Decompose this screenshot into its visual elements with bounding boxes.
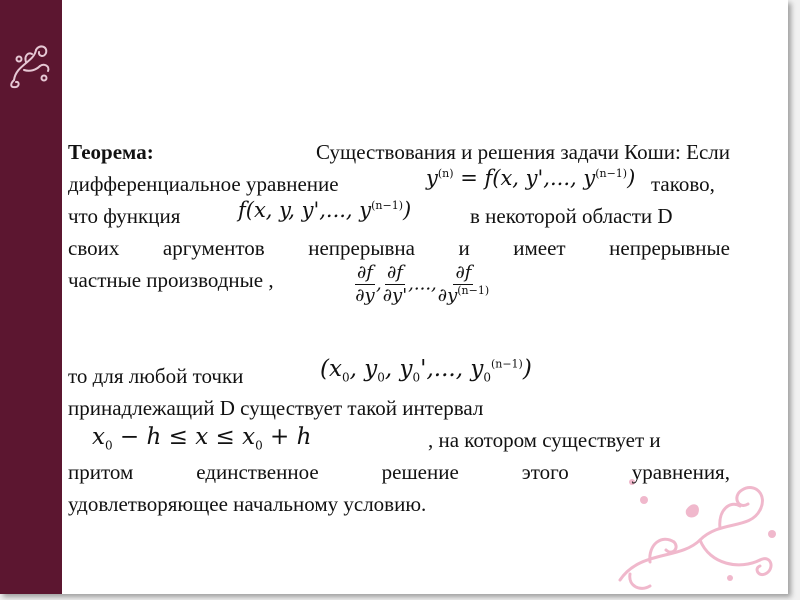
theorem-line-1 xyxy=(68,138,730,166)
theorem-line-1-rest: Существования и решения задачи Коши: Если xyxy=(316,140,730,164)
word: своих xyxy=(68,236,120,260)
theorem-line-3a: что функция xyxy=(68,204,181,228)
theorem-label: Теорема: xyxy=(68,140,154,164)
word: и xyxy=(458,236,470,260)
word: единственное xyxy=(196,460,319,484)
theorem-line-3b: в некоторой области D xyxy=(470,204,673,228)
word: этого xyxy=(521,460,569,484)
ode-formula: $y^{(n)} = f(x$, y',..., $y^{(n-1)}$) xyxy=(426,166,636,190)
theorem-line-2a: дифференциальное уравнение xyxy=(68,172,339,196)
theorem-line-5: частные производные , xyxy=(68,268,274,292)
floral-ornament-icon xyxy=(610,470,780,594)
word: аргументов xyxy=(162,236,265,260)
sidebar-band xyxy=(0,0,62,594)
theorem-line-10: удовлетворяющее начальному условию. xyxy=(68,492,427,516)
interval-formula: $x_0 - h \le x \le x_0 + h$ xyxy=(92,424,312,453)
word: непрерывна xyxy=(308,236,415,260)
theorem-line-7: принадлежащий D существует такой интервал xyxy=(68,396,484,420)
partials-formula: $\frac{\partial f}{\partial y}$ , $\frac{\partial f}{\partial y'}$ ,..., $\frac{\partial f}{\partial y^{(n-1)}}$ xyxy=(355,262,490,306)
word: уравнения, xyxy=(631,460,730,484)
theorem-line-4 xyxy=(68,234,730,262)
word: непрерывные xyxy=(609,236,730,260)
point-formula: ($x_0$, $y_0$, $y_0'$,..., $y_0^{(n-1)}$) xyxy=(320,356,532,385)
word: решение xyxy=(381,460,459,484)
theorem-line-8: , на котором существует и xyxy=(428,428,661,452)
word: имеет xyxy=(513,236,566,260)
function-formula: f(x, y, y',..., $y^{(n-1)}$) xyxy=(238,198,412,222)
theorem-line-6: то для любой точки xyxy=(68,364,244,388)
word: притом xyxy=(68,460,134,484)
theorem-line-9 xyxy=(68,458,730,486)
swirl-ornament-icon xyxy=(6,40,56,90)
theorem-line-2b: таково, xyxy=(651,172,715,196)
